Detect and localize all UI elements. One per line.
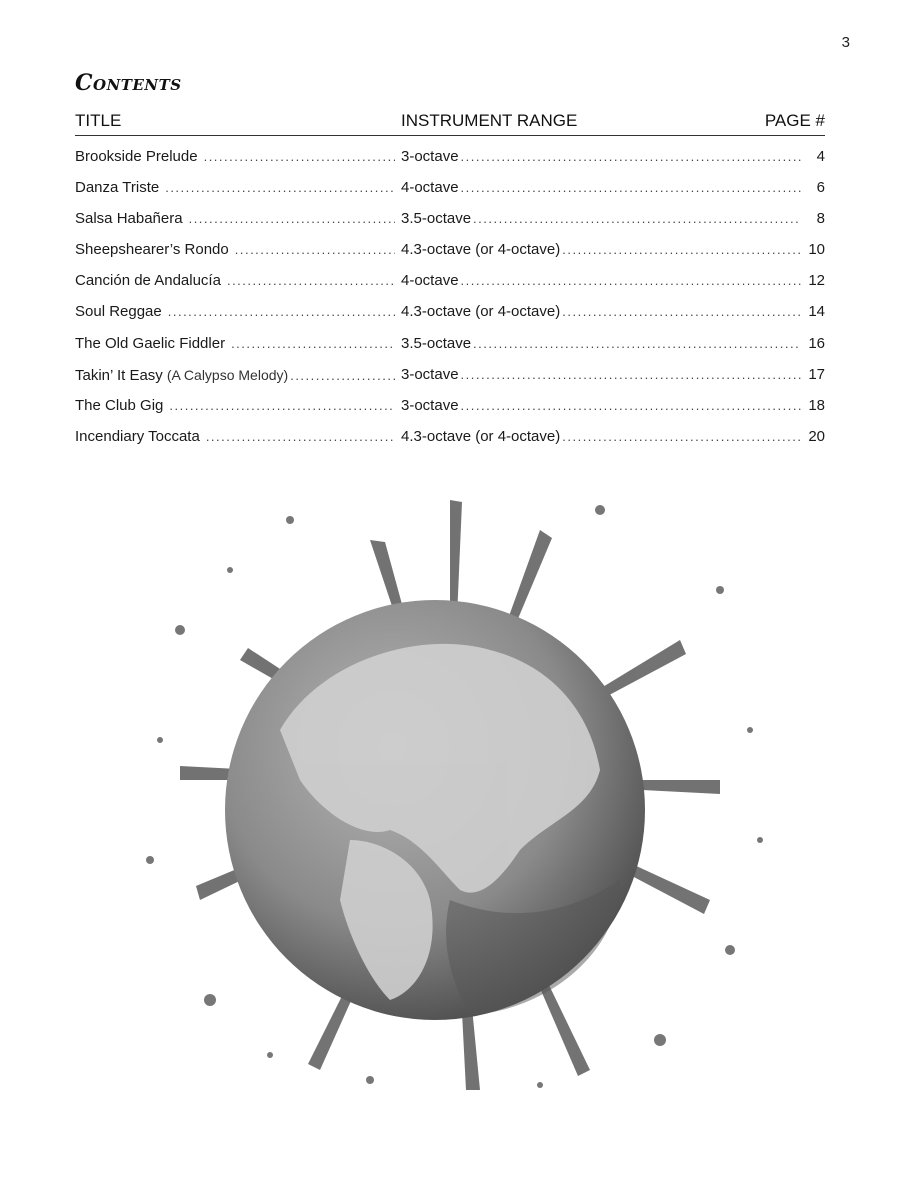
entry-range: 4.3-octave (or 4-octave) [401,241,561,259]
entry-page: 12 [808,272,825,290]
watercolor-globe-icon [120,480,780,1100]
dot-leader [227,270,395,292]
dot-leader [473,333,801,355]
entry-title: Danza Triste [75,179,160,197]
entry-range: 4-octave [401,272,459,290]
dot-leader [461,177,801,199]
entry-page: 10 [808,241,825,259]
entry-title: The Old Gaelic Fiddler [75,334,226,352]
toc-entry[interactable] [75,177,825,208]
entry-title: Brookside Prelude [75,148,198,165]
toc-entry[interactable] [75,301,825,332]
entry-range: 3.5-octave [401,210,472,228]
table-of-contents [75,146,825,457]
entry-page: 18 [808,396,825,414]
toc-entry[interactable] [75,208,825,239]
dot-leader [204,146,395,168]
entry-title: Salsa Habañera [75,210,183,228]
dot-leader [562,239,801,261]
dot-leader [562,426,801,448]
column-range-label: INSTRUMENT RANGE [401,111,578,130]
entry-range: 4.3-octave (or 4-octave) [401,427,561,445]
entry-title: Canción de Andalucía [75,272,221,290]
dot-leader [231,333,395,355]
entry-page: 6 [816,179,825,197]
dot-leader [461,364,801,386]
entry-range: 4-octave [401,179,459,197]
toc-entry[interactable] [75,395,825,426]
entry-range: 4.3-octave (or 4-octave) [401,303,561,321]
entry-range: 3-octave [401,148,459,165]
entry-page: 20 [808,427,825,445]
toc-entry[interactable] [75,239,825,270]
dot-leader [206,426,395,448]
toc-entry[interactable] [75,364,825,395]
dot-leader [461,395,801,417]
toc-entry[interactable] [75,270,825,301]
entry-range: 3.5-octave [401,334,472,352]
toc-entry[interactable] [75,426,825,457]
dot-leader [461,270,801,292]
entry-page: 14 [808,303,825,321]
entry-title: Incendiary Toccata [75,427,200,445]
dot-leader [169,395,395,417]
entry-title: Sheepshearer’s Rondo [75,241,229,259]
dot-leader [461,146,801,168]
entry-title: The Club Gig [75,396,164,414]
dot-leader [168,301,395,323]
entry-title: Takin’ It Easy [75,366,163,384]
dot-leader [235,239,395,261]
entry-page: 8 [816,210,825,228]
entry-page: 17 [808,365,825,383]
entry-page: 16 [808,334,825,352]
contents-heading: Contents [75,70,182,96]
dot-leader [562,301,801,323]
page-number: 3 [841,34,850,51]
dot-leader [290,365,395,387]
toc-entry[interactable] [75,146,825,177]
toc-entry[interactable] [75,333,825,364]
toc-column-header [75,111,825,136]
entry-page: 4 [816,148,825,165]
entry-range: 3-octave [401,365,459,383]
entry-title: Soul Reggae [75,303,162,321]
dot-leader [473,208,801,230]
dot-leader [165,177,395,199]
entry-subtitle: (A Calypso Melody) [166,366,289,383]
column-page-label: PAGE # [764,111,825,130]
dot-leader [189,208,395,230]
column-title-label: TITLE [75,111,122,130]
entry-range: 3-octave [401,396,459,414]
